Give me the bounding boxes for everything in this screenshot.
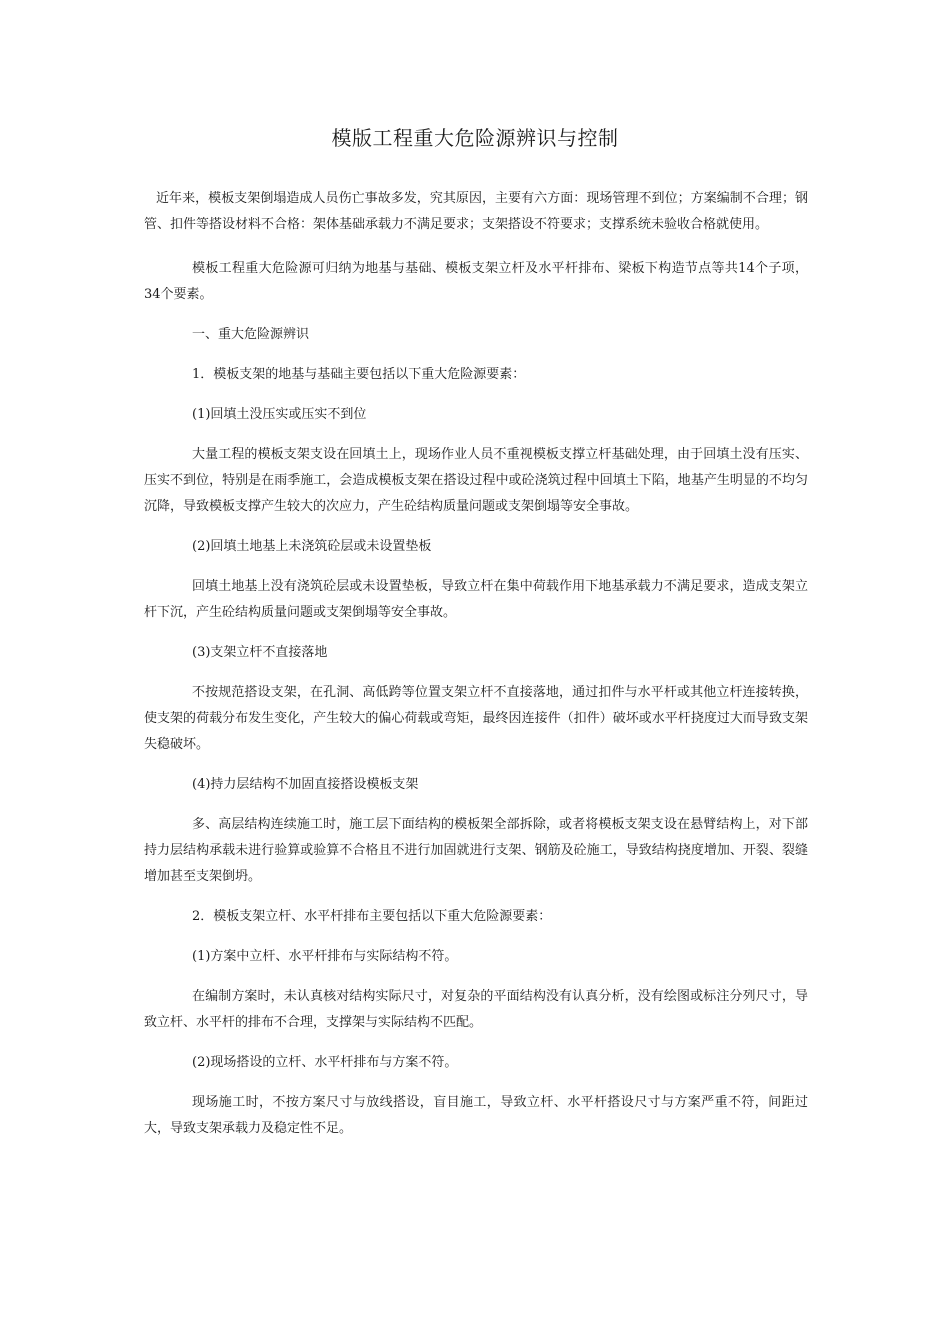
paragraph-intro: 近年来，模板支架倒塌造成人员伤亡事故多发，究其原因，主要有六方面：现场管理不到位；方案编制不合理；钢管、扣件等搭设材料不合格：架体基础承载力不满足要求；支架搭设不符要求；支撑系统未验收合格就使用。 <box>144 191 808 232</box>
item-body-1-4: 多、高层结构连续施工时，施工层下面结构的模板架全部拆除，或者将模板支架支设在悬臂结构上，对下部持力层结构承载未进行验算或验算不合格且不进行加固就进行支架、钢筋及砼施工，导致结构挠度增加、开裂、裂缝增加甚至支架倒坍。 <box>144 817 808 884</box>
subsection-heading-2: 2．模板支架立杆、水平杆排布主要包括以下重大危险源要素： <box>192 909 552 924</box>
item-heading-2-2: (2)现场搭设的立杆、水平杆排布与方案不符。 <box>192 1055 458 1070</box>
item-body-2-1: 在编制方案时，未认真核对结构实际尺寸，对复杂的平面结构没有认真分析，没有绘图或标注分列尺寸，导致立杆、水平杆的排布不合理，支撑架与实际结构不匹配。 <box>144 989 808 1030</box>
section-heading: 一、重大危险源辨识 <box>192 327 310 342</box>
item-heading-1-3: (3)支架立杆不直接落地 <box>192 645 328 660</box>
subsection-heading-1: 1．模板支架的地基与基础主要包括以下重大危险源要素： <box>192 367 526 382</box>
item-body-2-2: 现场施工时，不按方案尺寸与放线搭设，盲目施工，导致立杆、水平杆搭设尺寸与方案严重不符，间距过大，导致支架承载力及稳定性不足。 <box>144 1095 808 1136</box>
item-body-1-1: 大量工程的模板支架支设在回填土上，现场作业人员不重视模板支撑立杆基础处理，由于回填土没有压实、压实不到位，特别是在雨季施工，会造成模板支架在搭设过程中或砼浇筑过程中回填土下陷，地基产生明显的不均匀沉降，导致模板支撑产生较大的次应力，产生砼结构质量问题或支架倒塌等安全事故。 <box>144 447 808 514</box>
item-body-1-3: 不按规范搭设支架，在孔洞、高低跨等位置支架立杆不直接落地，通过扣件与水平杆或其他立杆连接转换，使支架的荷载分布发生变化，产生较大的偏心荷载或弯矩，最终因连接件（扣件）破坏或水平杆挠度过大而导致支架失稳破坏。 <box>144 685 808 752</box>
item-heading-1-2: (2)回填土地基上未浇筑砼层或未设置垫板 <box>192 539 432 554</box>
paragraph-summary: 模板工程重大危险源可归纳为地基与基础、模板支架立杆及水平杆排布、梁板下构造节点等共14个子项，34个要素。 <box>144 261 808 302</box>
document-body <box>144 186 808 1156</box>
item-heading-1-4: (4)持力层结构不加固直接搭设模板支架 <box>192 777 419 792</box>
item-body-1-2: 回填土地基上没有浇筑砼层或未设置垫板，导致立杆在集中荷载作用下地基承载力不满足要求，造成支架立杆下沉，产生砼结构质量问题或支架倒塌等安全事故。 <box>144 579 808 620</box>
item-heading-1-1: (1)回填土没压实或压实不到位 <box>192 407 367 422</box>
document-title: 模版工程重大危险源辨识与控制 <box>331 126 619 150</box>
item-heading-2-1: (1)方案中立杆、水平杆排布与实际结构不符。 <box>192 949 458 964</box>
